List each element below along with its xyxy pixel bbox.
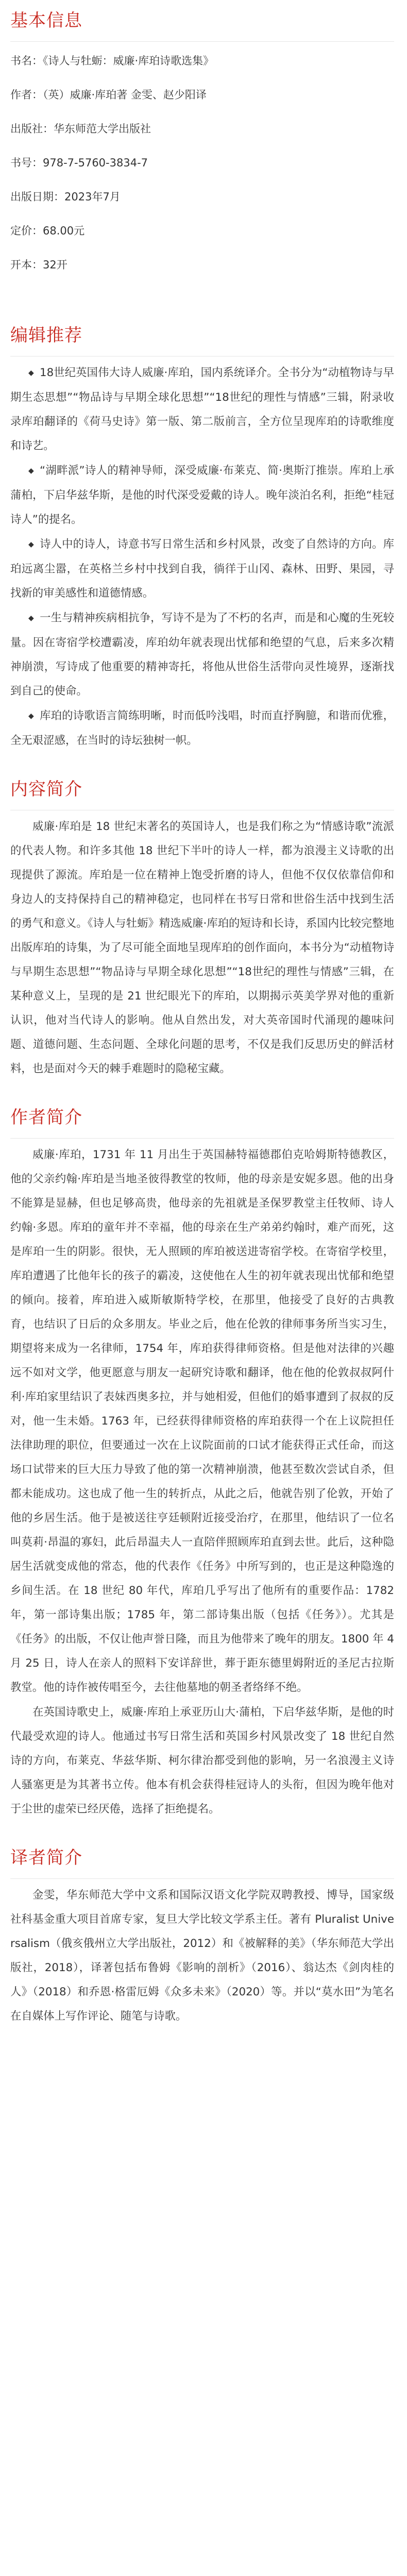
info-isbn — [10, 155, 394, 171]
info-value: 68.00元 — [43, 225, 85, 237]
diamond-bullet-icon: ◆ — [28, 467, 34, 475]
diamond-bullet-icon: ◆ — [28, 614, 34, 622]
info-label: 出版日期： — [10, 191, 64, 203]
info-publish-date — [10, 189, 394, 205]
spacer — [0, 1825, 394, 1837]
recommend-item — [10, 532, 394, 605]
recommend-item — [10, 704, 394, 753]
info-label: 定价： — [10, 225, 43, 237]
spacer — [0, 294, 394, 315]
recommend-item — [10, 606, 394, 703]
author-intro-body — [0, 1139, 394, 1825]
basic-info-section — [0, 0, 394, 294]
author-intro-section — [0, 1097, 394, 1825]
info-value: 2023年7月 — [64, 191, 121, 203]
info-format — [10, 257, 394, 273]
spacer — [0, 756, 394, 769]
author-intro-paragraph: 在英国诗歌史上，威廉·库珀上承亚历山大·蒲柏，下启华兹华斯，是他的时代最受欢迎的诗人。他通过书写日常生活和英国乡村风景改变了 18 世纪自然诗的方向，布莱克、华兹华斯、柯尔律治都受到他的影响，另一名浪漫主义诗人骚塞更是为其著书立传。他本有机会获得桂冠诗人的头衔，但因为晚年他对于尘世的虚荣已经厌倦，选择了拒绝提名。 — [10, 1706, 394, 1816]
recommend-text: 诗人中的诗人，诗意书写日常生活和乡村风景，改变了自然诗的方向。库珀远离尘嚣，在英格兰乡村中找到自我，徜徉于山冈、森林、田野、果园，寻找新的审美感性和道德情感。 — [10, 538, 394, 600]
info-value: 华东师范大学出版社 — [54, 123, 151, 135]
section-title-translator-intro: 译者简介 — [10, 1848, 82, 1868]
info-author — [10, 87, 394, 103]
info-value: 978-7-5760-3834-7 — [43, 157, 148, 169]
diamond-bullet-icon: ◆ — [28, 369, 34, 377]
section-title-editor-recommend: 编辑推荐 — [10, 325, 82, 346]
content-summary-body — [0, 810, 394, 1084]
section-title-author-intro: 作者简介 — [10, 1107, 82, 1128]
content-summary-section — [0, 769, 394, 1084]
spacer — [0, 1084, 394, 1097]
info-label: 出版社： — [10, 123, 54, 135]
diamond-bullet-icon: ◆ — [28, 712, 34, 720]
translator-intro-section — [0, 1837, 394, 2032]
section-title-content-summary: 内容简介 — [10, 779, 82, 800]
info-value: 《诗人与牡蛎：威廉·库珀诗歌选集》 — [43, 55, 214, 67]
recommend-text: 库珀的诗歌语言简练明晰，时而低吟浅唱，时而直抒胸臆，和谐而优雅，全无艰涩感，在当时的诗坛独树一帜。 — [10, 709, 394, 747]
info-value: 32开 — [43, 259, 67, 271]
translator-intro-body — [0, 1879, 394, 2032]
info-label: 作者： — [10, 89, 43, 101]
translator-intro-paragraph: 金雯，华东师范大学中文系和国际汉语文化学院双聘教授、博导，国家级社科基金重大项目首席专家，复旦大学比较文学系主任。著有 Pluralist Universalism（俄亥俄州立大学出版社，2012）和《被解释的美》（华东师范大学出版社，2018），译著包括布鲁姆《影响的剖析》（2016）、翁达杰《剑肉桂的人》（2018）和乔恩·格雷厄姆《众多未来》（2020）等。并以“莫水田”为笔名在自媒体上写作评论、随笔与诗歌。 — [10, 1889, 394, 2023]
info-value: （英）威廉·库珀著 金雯、赵少阳译 — [43, 89, 207, 101]
section-title-basic-info: 基本信息 — [10, 10, 82, 31]
info-label: 开本： — [10, 259, 43, 271]
editor-recommend-section — [0, 315, 394, 756]
info-price — [10, 223, 394, 239]
recommend-text: 18世纪英国伟大诗人威廉·库珀，国内系统译介。全书分为“动植物诗与早期生态思想”“物品诗与早期全球化思想”“18世纪的理性与情感”三辑，附录收录库珀翻译的《荷马史诗》第一版、第二版前言，全方位呈现库珀的诗歌维度和诗艺。 — [10, 366, 394, 452]
recommend-item — [10, 459, 394, 532]
content-summary-paragraph: 威廉·库珀是 18 世纪末著名的英国诗人，也是我们称之为“情感诗歌”流派的代表人物。和许多其他 18 世纪下半叶的诗人一样，都为浪漫主义诗歌的出现提供了源流。库珀是一位在精神上饱受折磨的诗人，但他不仅仅依靠信仰和身边人的支持保持自己的精神稳定，也同样在书写日常和世俗生活中找到生活的勇气和意义。《诗人与牡蛎》精选威廉·库珀的短诗和长诗，系国内比较完整地出版库珀的诗集，为了尽可能全面地呈现库珀的创作面向，本书分为“动植物诗与早期生态思想”“物品诗与早期全球化思想”“18世纪的理性与情感”三辑，在某种意义上，呈现的是 21 世纪眼光下的库珀，以期揭示英美学界对他的重新认识，他对当代诗人的影响。他从自然出发，对大英帝国时代涌现的趣味问题、道德问题、生态问题、全球化问题的思考，不仅是我们反思历史的鲜活材料，也是面对今天的棘手难题时的隐秘宝藏。 — [10, 820, 394, 1075]
basic-info-list — [0, 42, 394, 294]
recommend-text: 一生与精神疾病相抗争，写诗不是为了不朽的名声，而是和心魔的生死较量。因在寄宿学校遭霸凌，库珀幼年就表现出忧郁和绝望的气息，后来多次精神崩溃，写诗成了他重要的精神寄托，将他从世俗生活带向灵性境界，逐渐找到自己的使命。 — [10, 612, 394, 698]
author-intro-paragraph: 威廉·库珀，1731 年 11 月出生于英国赫特福德郡伯克哈姆斯特德教区，他的父亲约翰·库珀是当地圣彼得教堂的牧师，他的母亲是安妮多恩。他的出身不能算是显赫，但也足够高贵，他母亲的先祖就是圣保罗教堂主任牧师、诗人约翰·多恩。库珀的童年并不幸福，他的母亲在生产弟弟约翰时，难产而死，这是库珀一生的阴影。很快，无人照顾的库珀被送进寄宿学校。在寄宿学校里，库珀遭遇了比他年长的孩子的霸凌，这使他在人生的初年就表现出忧郁和绝望的倾向。接着，库珀进入威斯敏斯特学校，在那里，他接受了良好的古典教育，也结识了日后的众多朋友。毕业之后，他在伦敦的律师事务所当实习生，期望将来成为一名律师，1754 年，库珀获得律师资格。但是他对法律的兴趣远不如对文学，他更愿意与朋友一起研究诗歌和翻译，他在他的伦敦叔叔阿什利·库珀家里结识了表妹西奥多拉，并与她相爱，但他们的婚事遭到了叔叔的反对，他一生未婚。1763 年，已经获得律师资格的库珀获得一个在上议院担任法律助理的职位，但要通过一次在上议院面前的口试才能获得正式任命，而这场口试带来的巨大压力导致了他的第一次精神崩溃，他甚至数次尝试自杀，但都未能成功。这也成了他一生的转折点，从此之后，他就告别了伦敦，开始了他的乡居生活。他于是被送往亨廷顿附近接受治疗，在那里，他结识了一位名叫莫莉·昂温的寡妇，此后昂温夫人一直陪伴照顾库珀直到去世。此后，这种隐居生活就变成他的常态，他的代表作《任务》中所写到的，也正是这种隐逸的乡间生活。在 18 世纪 80 年代，库珀几乎写出了他所有的重要作品：1782 年，第一部诗集出版；1785 年，第二部诗集出版（包括《任务》）。尤其是《任务》的出版，不仅让他声誉日隆，而且为他带来了晚年的朋友。1800 年 4 月 25 日，诗人在亲人的照料下安详辞世，葬于距东德里姆附近的圣尼古拉斯教堂。他的诗作被传唱至今，去往他墓地的朝圣者络绎不绝。 — [10, 1148, 394, 1694]
recommend-text: “湖畔派”诗人的精神导师，深受威廉·布莱克、简·奥斯汀推崇。库珀上承蒲柏，下启华兹华斯，是他的时代深受爱戴的诗人。晚年淡泊名利，拒绝“桂冠诗人”的提名。 — [10, 464, 394, 526]
info-publisher — [10, 121, 394, 137]
info-book-title — [10, 53, 394, 69]
editor-recommend-list — [0, 357, 394, 756]
info-label: 书号： — [10, 157, 43, 169]
info-label: 书名： — [10, 55, 43, 67]
diamond-bullet-icon: ◆ — [28, 540, 34, 549]
recommend-item — [10, 361, 394, 458]
